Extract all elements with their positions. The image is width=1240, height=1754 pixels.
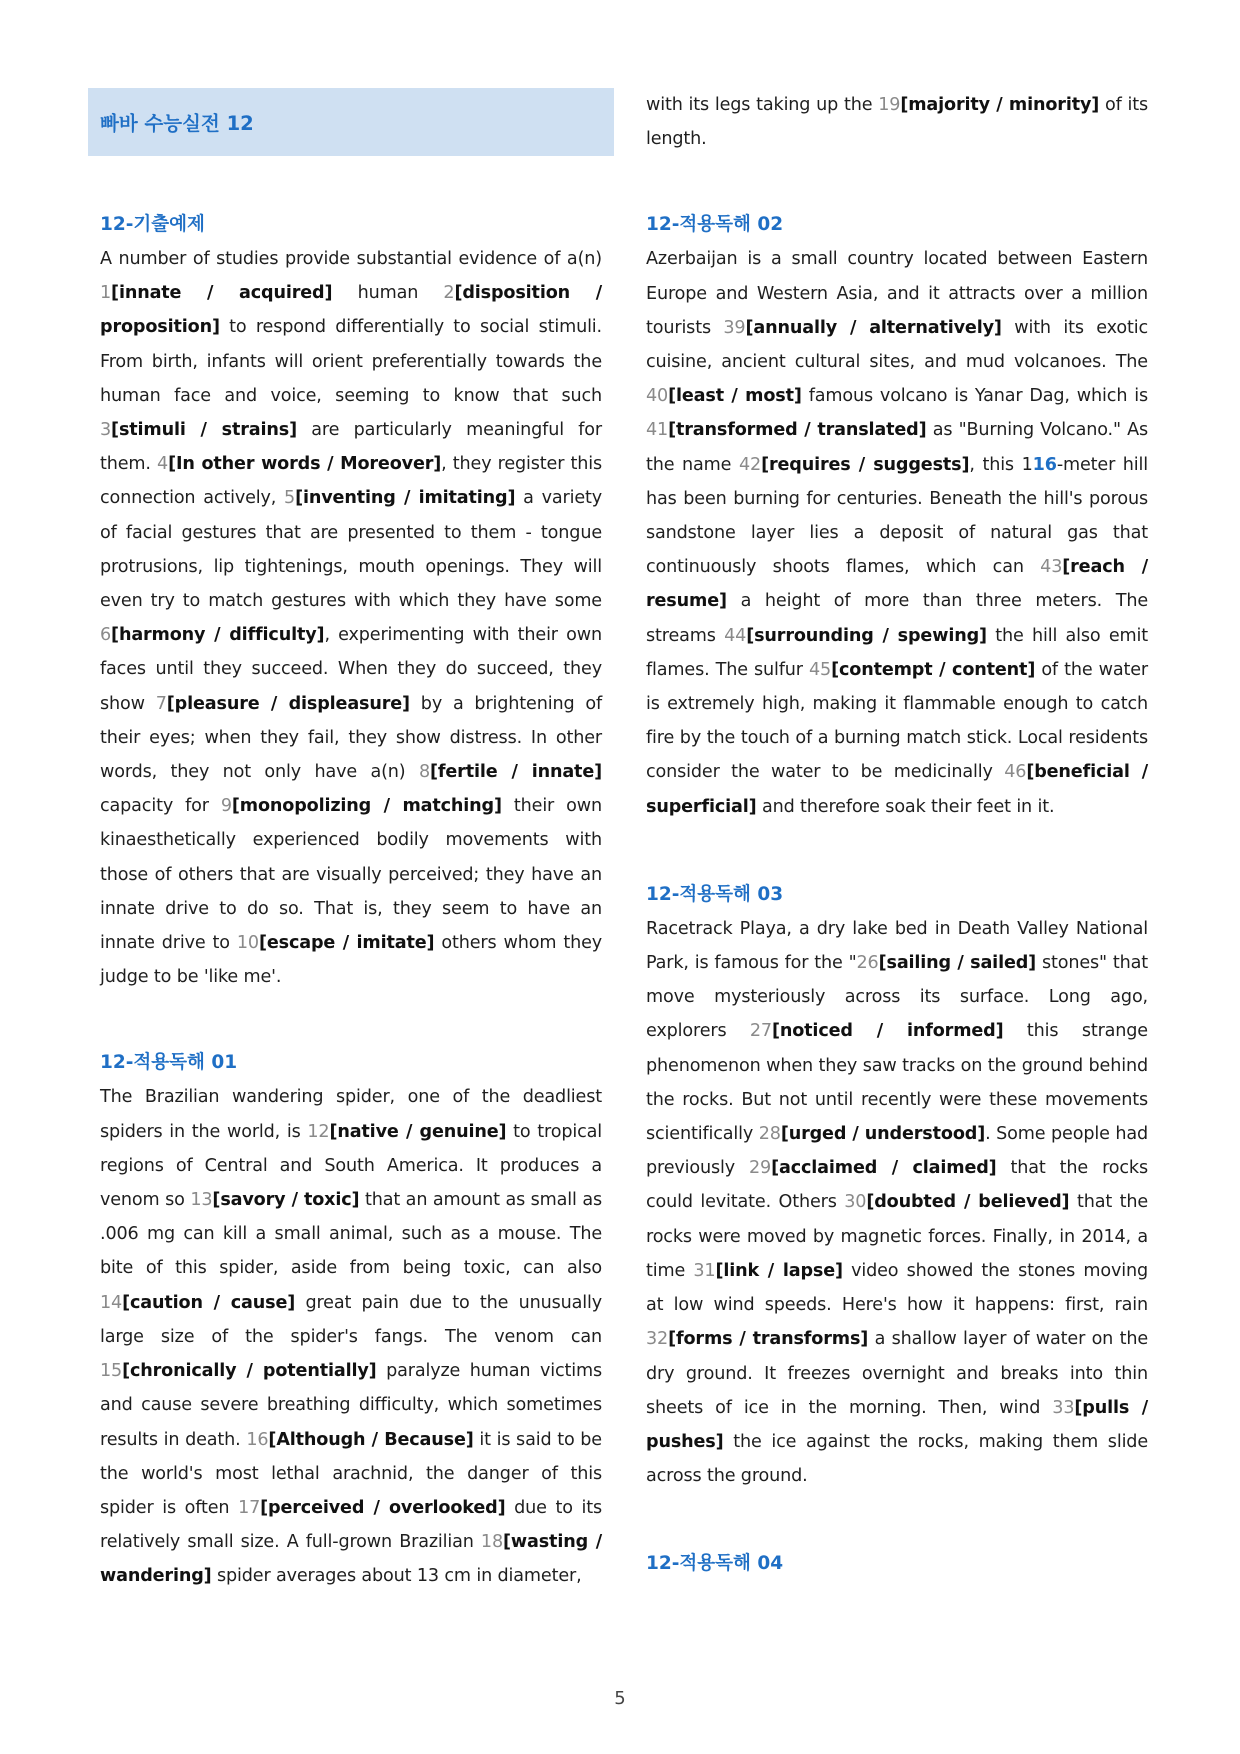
question-number: 41 xyxy=(646,420,669,441)
text-run: as "Burning Volcano." As the name xyxy=(646,420,1148,475)
text-run: with its exotic cuisine, ancient cultural sites, and mud volcanoes. The xyxy=(646,317,1148,373)
text-run: , experimenting with their own faces until they succeed. When they do succeed, they show xyxy=(100,625,602,714)
text-run: , this 1 xyxy=(969,454,1033,475)
question-number: 44 xyxy=(724,625,747,646)
answer-choice-pair: [perceived / overlooked] xyxy=(260,1497,506,1518)
answer-choice-pair: [transformed / translated] xyxy=(668,420,927,441)
question-number: 14 xyxy=(100,1292,123,1313)
paragraph-2 xyxy=(100,1080,602,1593)
question-number: 39 xyxy=(723,317,746,338)
text-run: capacity for xyxy=(100,796,221,817)
question-number: 2 xyxy=(443,283,455,304)
answer-choice-pair: [escape / imitate] xyxy=(258,933,435,954)
question-number: 29 xyxy=(749,1158,772,1179)
question-number: 4 xyxy=(157,454,169,475)
answer-choice-pair: [disposition / proposition] xyxy=(100,283,603,338)
answer-choice-pair: [link / lapse] xyxy=(715,1260,843,1281)
answer-choice-pair: [wasting / wandering] xyxy=(100,1532,602,1587)
text-run: The Brazilian wandering spider, one of the deadliest spiders in the world, is xyxy=(100,1087,602,1142)
section-title-2: 12-적용독해 01 xyxy=(100,1052,238,1074)
text-run: with its legs taking up the xyxy=(646,95,879,115)
left-column xyxy=(100,88,602,1594)
section-title-5: 12-적용독해 04 xyxy=(646,1553,784,1575)
question-number: 27 xyxy=(749,1021,772,1042)
answer-choice-pair: [In other words / Moreover] xyxy=(168,454,442,475)
section-title-1: 12-기출예제 xyxy=(100,214,205,235)
answer-choice-pair: [monopolizing / matching] xyxy=(231,796,502,817)
answer-choice-pair: [acclaimed / claimed] xyxy=(771,1158,997,1179)
question-number: 8 xyxy=(418,762,430,783)
page-header-title: 빠바 수능실전 12 xyxy=(100,112,254,135)
text-run: this strange phenomenon when they saw tracks on the ground behind the rocks. But not until recently were these movements scientifically xyxy=(646,1021,1148,1145)
page-number: 5 xyxy=(614,1688,626,1709)
paragraph-2-continued xyxy=(646,88,1148,156)
answer-choice-pair: [fertile / innate] xyxy=(430,762,602,783)
text-run: -meter hill has been burning for centuries. Beneath the hill's porous sandstone layer lies a deposit of natural gas that continuously shoots flames, which can xyxy=(646,454,1149,578)
answer-choice-pair: [least / most] xyxy=(668,386,802,407)
answer-choice-pair: [pulls / pushes] xyxy=(646,1397,1149,1452)
text-run: their own kinaesthetically experienced bodily movements with those of others that are visually perceived; they have an innate drive to do so. That is, they seem to have an innate drive to xyxy=(100,796,602,954)
answer-choice-pair: [sailing / sailed] xyxy=(878,953,1037,974)
answer-choice-pair: [chronically / potentially] xyxy=(122,1361,377,1382)
text-run: that the rocks could levitate. Others xyxy=(646,1158,1148,1213)
text-run: video showed the stones moving at low wind speeds. Here's how it happens: first, rain xyxy=(646,1260,1148,1316)
question-number: 28 xyxy=(758,1124,781,1145)
text-run: to tropical regions of Central and South America. It produces a venom so xyxy=(100,1121,602,1211)
question-number: 1 xyxy=(100,283,112,304)
answer-choice-pair: [reach / resume] xyxy=(646,557,1148,612)
text-run: spider averages about 13 cm in diameter, xyxy=(211,1566,582,1587)
text-run: to respond differentially to social stimuli. From birth, infants will orient preferentially towards the human face and voice, seeming to know that such xyxy=(100,317,602,406)
text-run: due to its relatively small size. A full-grown Brazilian xyxy=(100,1497,603,1553)
paragraph-4 xyxy=(646,912,1148,1493)
question-number: 30 xyxy=(844,1192,867,1213)
section-title-4: 12-적용독해 03 xyxy=(646,883,784,905)
question-number: 7 xyxy=(155,693,167,714)
text-run: by a brightening of their eyes; when they fail, they show distress. In other words, they not only have a(n) xyxy=(100,693,602,783)
question-number: 19 xyxy=(878,95,901,115)
text-run: it is said to be the world's most lethal arachnid, the danger of this spider is often xyxy=(100,1429,602,1518)
text-run: and therefore soak their feet in it. xyxy=(756,796,1055,817)
answer-choice-pair: [annually / alternatively] xyxy=(745,317,1002,338)
text-run: paralyze human victims and cause severe breathing difficulty, which sometimes results in death. xyxy=(100,1361,602,1450)
paragraph-3 xyxy=(646,242,1148,823)
question-number: 43 xyxy=(1040,557,1063,578)
question-number: 13 xyxy=(190,1190,213,1211)
question-number: 18 xyxy=(480,1532,504,1553)
text-run: others whom they judge to be 'like me'. xyxy=(100,933,603,988)
question-number: 42 xyxy=(738,454,762,475)
text-run: A number of studies provide substantial evidence of a(n) xyxy=(100,249,602,269)
question-number: 17 xyxy=(238,1497,261,1518)
question-number: 15 xyxy=(100,1361,123,1382)
text-run: human xyxy=(332,283,444,304)
answer-choice-pair: [noticed / informed] xyxy=(771,1021,1004,1042)
question-number: 5 xyxy=(284,488,296,509)
answer-choice-pair: [doubted / believed] xyxy=(866,1192,1070,1213)
answer-choice-pair: [surrounding / spewing] xyxy=(746,625,987,646)
text-run: Azerbaijan is a small country located between Eastern Europe and Western Asia, and it attracts over a million tourists xyxy=(646,249,1148,338)
question-number: 40 xyxy=(646,386,669,407)
answer-choice-pair: [urged / understood] xyxy=(780,1124,986,1145)
answer-choice-pair: [caution / cause] xyxy=(122,1292,296,1313)
paragraph-1 xyxy=(100,242,602,994)
text-run: great pain due to the unusually large size of the spider's fangs. The venom can xyxy=(100,1292,602,1347)
text-run: , they register this connection actively, xyxy=(100,454,602,509)
text-run: the hill also emit flames. The sulfur xyxy=(646,625,1149,680)
question-number: 9 xyxy=(220,796,232,817)
question-number: 10 xyxy=(236,933,259,954)
text-run: a shallow layer of water on the dry ground. It freezes overnight and breaks into thin sheets of ice in the morning. Then, wind xyxy=(646,1329,1149,1418)
answer-choice-pair: [contempt / content] xyxy=(831,659,1036,680)
question-number: 31 xyxy=(693,1260,716,1281)
question-number: 3 xyxy=(100,420,112,441)
highlighted-number: 16 xyxy=(1032,454,1057,475)
question-number: 32 xyxy=(646,1329,669,1350)
answer-choice-pair: [savory / toxic] xyxy=(212,1190,360,1211)
question-number: 6 xyxy=(100,625,112,646)
answer-choice-pair: [requires / suggests] xyxy=(761,454,970,475)
right-column xyxy=(646,88,1148,1581)
answer-choice-pair: [Although / Because] xyxy=(268,1429,474,1450)
text-run: of its length. xyxy=(646,95,1148,150)
answer-choice-pair: [native / genuine] xyxy=(329,1121,507,1142)
text-run: are particularly meaningful for them. xyxy=(100,420,602,475)
text-run: a variety of facial gestures that are presented to them - tongue protrusions, lip tightenings, mouth openings. They will even try to match gestures with which they have some xyxy=(100,488,603,612)
answer-choice-pair: [majority / minority] xyxy=(900,95,1100,115)
page-header-box xyxy=(88,88,614,156)
question-number: 26 xyxy=(856,953,879,974)
text-run: the ice against the rocks, making them slide across the ground. xyxy=(646,1431,1148,1487)
answer-choice-pair: [innate / acquired] xyxy=(111,283,333,304)
text-run: famous volcano is Yanar Dag, which is xyxy=(801,386,1149,407)
question-number: 46 xyxy=(1004,762,1027,783)
question-number: 33 xyxy=(1052,1397,1075,1418)
answer-choice-pair: [inventing / imitating] xyxy=(295,488,516,509)
answer-choice-pair: [pleasure / displeasure] xyxy=(166,693,410,714)
text-run: Racetrack Playa, a dry lake bed in Death Valley National Park, is famous for the " xyxy=(646,918,1148,974)
text-run: . Some people had previously xyxy=(646,1124,1149,1179)
question-number: 45 xyxy=(809,659,832,680)
question-number: 16 xyxy=(246,1429,269,1450)
text-run: of the water is extremely high, making it flammable enough to catch fire by the touch of a burning match stick. Local residents consider the water to be medicinally xyxy=(646,659,1148,783)
question-number: 12 xyxy=(307,1121,330,1142)
text-run: a height of more than three meters. The streams xyxy=(646,591,1148,646)
text-run: stones" that move mysteriously across its surface. Long ago, explorers xyxy=(646,953,1149,1042)
section-title-3: 12-적용독해 02 xyxy=(646,214,784,236)
answer-choice-pair: [stimuli / strains] xyxy=(111,420,297,441)
text-run: that an amount as small as .006 mg can kill a small animal, such as a mouse. The bite of this spider, aside from being toxic, can also xyxy=(100,1190,603,1279)
answer-choice-pair: [beneficial / superficial] xyxy=(646,762,1148,817)
text-run: that the rocks were moved by magnetic forces. Finally, in 2014, a time xyxy=(646,1192,1148,1281)
answer-choice-pair: [forms / transforms] xyxy=(668,1329,869,1350)
answer-choice-pair: [harmony / difficulty] xyxy=(111,625,325,646)
